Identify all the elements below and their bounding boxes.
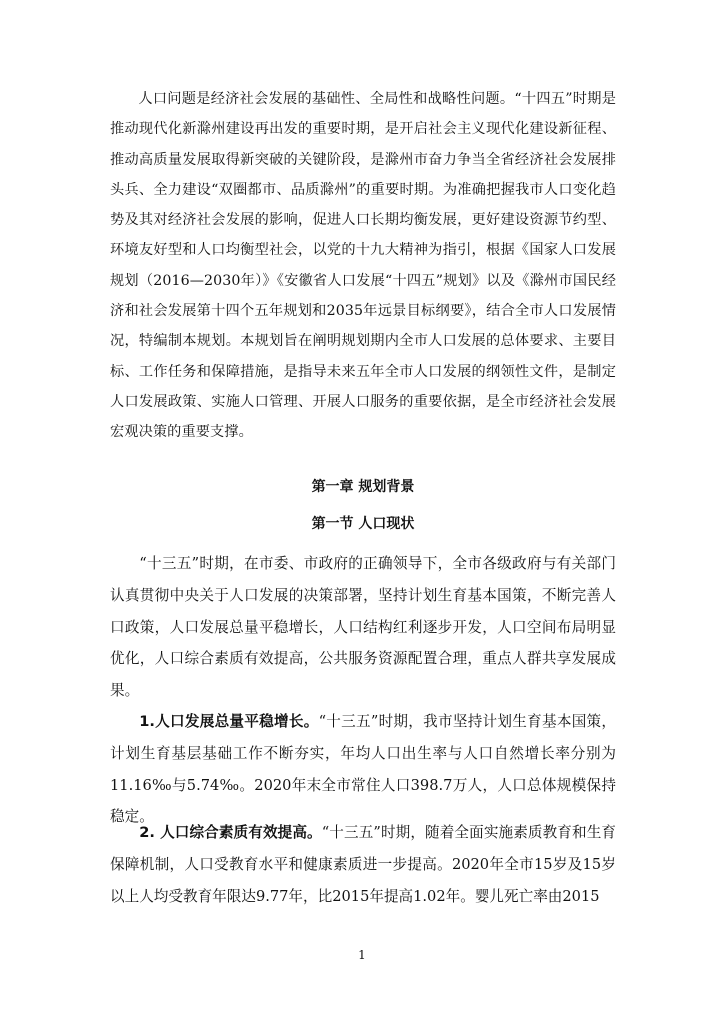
population-growth-lead: 1.人口发展总量平稳增长。 [139, 713, 319, 730]
overview-paragraph: “十三五”时期，在市委、市政府的正确领导下，全市各级政府与有关部门认真贯彻中央关于人口发展的决策部署，坚持计划生育基本国策，不断完善人口政策，人口发展总量平稳增长，人口结构红利逐步开发，人口空间布局明显优化，人口综合素质有效提高，公共服务资源配置合理，重点人群共享发展成果。 [110, 555, 616, 700]
population-quality-text: “十三五”时期，随着全面实施素质教育和生育保障机制，人口受教育水平和健康素质进一步提高。2020年全市15岁及15岁以上人均受教育年限达9.77年，比2015年提高1.02年。婴儿死亡率由2015 [110, 824, 616, 905]
population-growth-text: “十三五”时期，我市坚持计划生育基本国策，计划生育基层基础工作不断夯实，年均人口出生率与人口自然增长率分别为11.16‰与5.74‰。2020年末全市常住人口398.7万人，人口总体规模保持稳定。 [110, 713, 616, 826]
intro-paragraph: 人口问题是经济社会发展的基础性、全局性和战略性问题。“十四五”时期是推动现代化新滁州建设再出发的重要时期，是开启社会主义现代化建设新征程、推动高质量发展取得新突破的关键阶段，是滁州市奋力争当全省经济社会发展排头兵、全力建设“双圈都市、品质滁州”的重要时期。为准确把握我市人口变化趋势及其对经济社会发展的影响，促进人口长期均衡发展，更好建设资源节约型、环境友好型和人口均衡型社会，以党的十九大精神为指引，根据《国家人口发展规划（2016—2030年）》《安徽省人口发展“十四五”规划》以及《滁州市国民经济和社会发展第十四个五年规划和2035年远景目标纲要》，结合全市人口发展情况，特编制本规划。本规划旨在阐明规划期内全市人口发展的总体要求、主要目标、工作任务和保障措施，是指导未来五年全市人口发展的纲领性文件，是制定人口发展政策、实施人口管理、开展人口服务的重要依据，是全市经济社会发展宏观决策的重要支撑。 [110, 91, 616, 441]
chapter-heading: 第一章 规划背景 [311, 479, 415, 495]
population-quality-lead: 2. 人口综合素质有效提高。 [139, 824, 322, 841]
section-heading: 第一节 人口现状 [311, 516, 415, 532]
page-number: 1 [358, 948, 366, 962]
population-growth-paragraph [110, 706, 616, 833]
population-quality-paragraph [110, 817, 616, 912]
